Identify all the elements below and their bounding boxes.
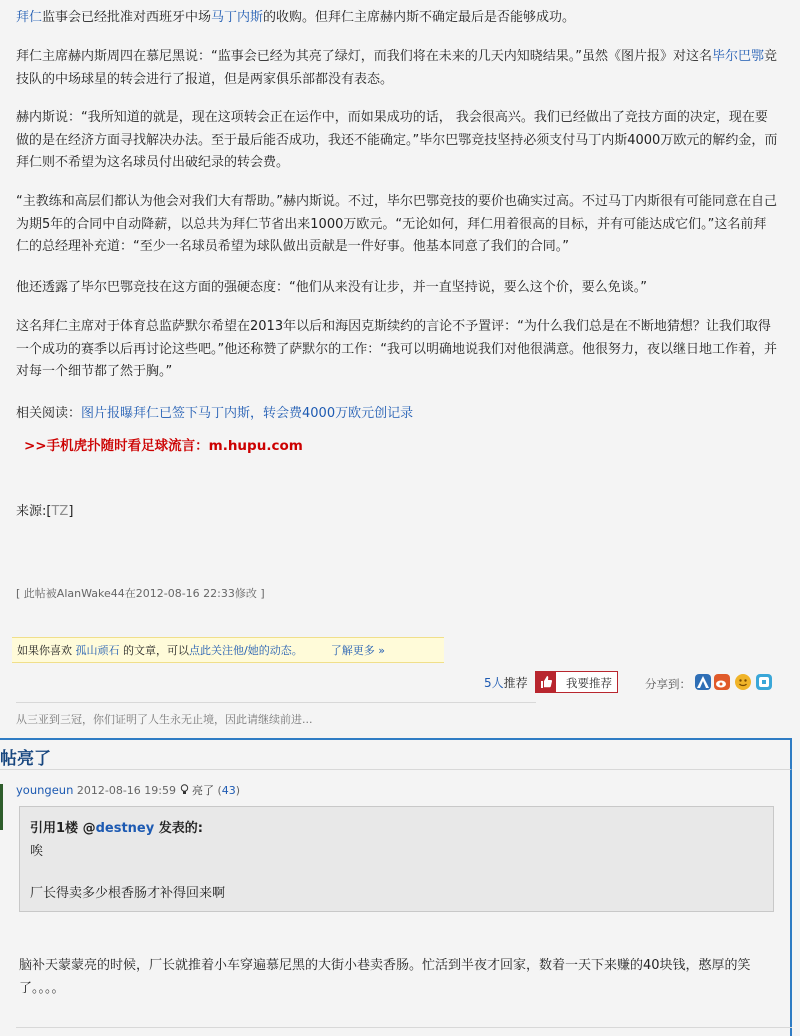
quote-line-1: 唉 — [30, 844, 44, 859]
quote-header: 引用1楼 @destney 发表的: — [30, 821, 203, 836]
follow-author-link[interactable]: 孤山顽石 — [75, 644, 120, 657]
thumbs-up-icon — [536, 672, 556, 692]
recommend-count: 5人推荐 — [484, 676, 528, 690]
source-value[interactable]: TZ — [51, 504, 69, 519]
divider — [16, 702, 536, 703]
article-paragraph-5: 他还透露了毕尔巴鄂竞技在这方面的强硬态度：“他们从来没有让步，并一直坚持说，要么这个价，要么免谈。” — [16, 280, 647, 295]
article-paragraph-4: “主教练和高层们都认为他会对我们大有帮助。”赫内斯说。不过，毕尔巴鄂竞技的要价也确实过高。不过马丁内斯很有可能同意在自己为期5年的合同中自动降薪，以总共为拜仁节省出来1000万欧元。“无论如何，拜仁用着很高的目标，并有可能达成它们。”这名前拜仁的总经理补充道：“至少一名球员希望为球队做出贡献是一件好事。他基本同意了我们的合同。” — [16, 194, 777, 254]
article-paragraph-6: 这名拜仁主席对于体育总监萨默尔希望在2013年以后和海因克斯续约的言论不予置评：“为什么我们总是在不断地猜想？让我们取得一个成功的赛季以后再讨论这些吧。”他还称赞了萨默尔的工作：“我可以明确地说我们对他很满意。他很努力，夜以继日地工作着，并对每一个细节都了然于胸。” — [16, 319, 777, 379]
follow-link[interactable]: 点此关注他/她的动态。 — [189, 644, 303, 657]
recommend-count-link[interactable]: 5人 — [484, 676, 504, 690]
light-label[interactable]: 亮了 — [192, 784, 214, 797]
avatar[interactable] — [0, 784, 3, 830]
quote-line-2: 厂长得卖多少根香肠才补得回来啊 — [30, 886, 226, 901]
share-smiley-icon[interactable] — [735, 674, 751, 690]
share-a-icon[interactable] — [695, 674, 711, 690]
quote-user-link[interactable]: destney — [95, 821, 155, 836]
quote-block — [19, 806, 774, 912]
article-paragraph-2: 拜仁主席赫内斯周四在慕尼黑说：“监事会已经为其亮了绿灯，而我们将在未来的几天内知晓结果。”虽然《图片报》对这名毕尔巴鄂竞技队的中场球星的转会进行了报道，但是两家俱乐部都没有表态。 — [16, 49, 778, 87]
light-count[interactable]: 43 — [221, 784, 236, 797]
light-bulb-icon[interactable] — [180, 784, 189, 797]
share-label: 分享到： — [645, 677, 691, 691]
reply-meta: youngeun 2012-08-16 19:59 亮了 (43) — [16, 783, 241, 797]
mobile-promo-link[interactable]: >>手机虎扑随时看足球流言：m.hupu.com — [24, 438, 303, 454]
related-link[interactable]: 图片报曝拜仁已签下马丁内斯，转会费4000万欧元创记录 — [81, 406, 414, 421]
article-paragraph-1: 拜仁监事会已经批准对西班牙中场马丁内斯的收购。但拜仁主席赫内斯不确定最后是否能够成功。 — [16, 10, 576, 25]
reply-time: 2012-08-16 19:59 — [76, 784, 176, 797]
link-bayern[interactable]: 拜仁 — [16, 10, 43, 25]
reply-body: 脑补天蒙蒙亮的时候，厂长就推着小车穿遍慕尼黑的大街小巷卖香肠。忙活到半夜才回家，数着一天下来赚的40块钱，憨厚的笑了。。。。 — [19, 958, 751, 996]
section-header — [0, 738, 792, 770]
follow-bar: 如果你喜欢 孤山顽石 的文章，可以点此关注他/她的动态。 了解更多 » — [12, 637, 444, 663]
reply-username[interactable]: youngeun — [16, 783, 74, 797]
link-bilbao[interactable]: 毕尔巴鄂 — [711, 49, 764, 64]
article-paragraph-3: 赫内斯说：“我所知道的就是，现在这项转会正在运作中，而如果成功的话， 我会很高兴。我们已经做出了竞技方面的决定，现在要做的是在经济方面寻找解决办法。至于最后能否成功，我还不能确定。”毕尔巴鄂竞技坚持必须支付马丁内斯4000万欧元的解约金，而拜仁则不希望为这名球员付出破纪录的转会费。 — [16, 110, 778, 170]
share-qzone-icon[interactable] — [756, 674, 772, 690]
recommend-button-label: 我要推荐 — [566, 676, 612, 690]
reply-post — [0, 770, 792, 1036]
divider — [16, 1027, 792, 1028]
edit-note: [ 此帖被AlanWake44在2012-08-16 22:33修改 ] — [16, 587, 265, 600]
link-martinez[interactable]: 马丁内斯 — [211, 10, 264, 25]
section-title: 帖亮了 — [0, 749, 51, 769]
learn-more-link[interactable]: 了解更多 » — [330, 644, 385, 657]
share-weibo-icon[interactable] — [714, 674, 730, 690]
source-line: 来源:[TZ] — [16, 504, 74, 519]
recommend-button[interactable] — [535, 671, 618, 693]
user-signature: 从三亚到三冠，你们证明了人生永无止境，因此请继续前进... — [16, 713, 313, 726]
related-reading: 相关阅读：图片报曝拜仁已签下马丁内斯，转会费4000万欧元创记录 — [16, 406, 414, 421]
